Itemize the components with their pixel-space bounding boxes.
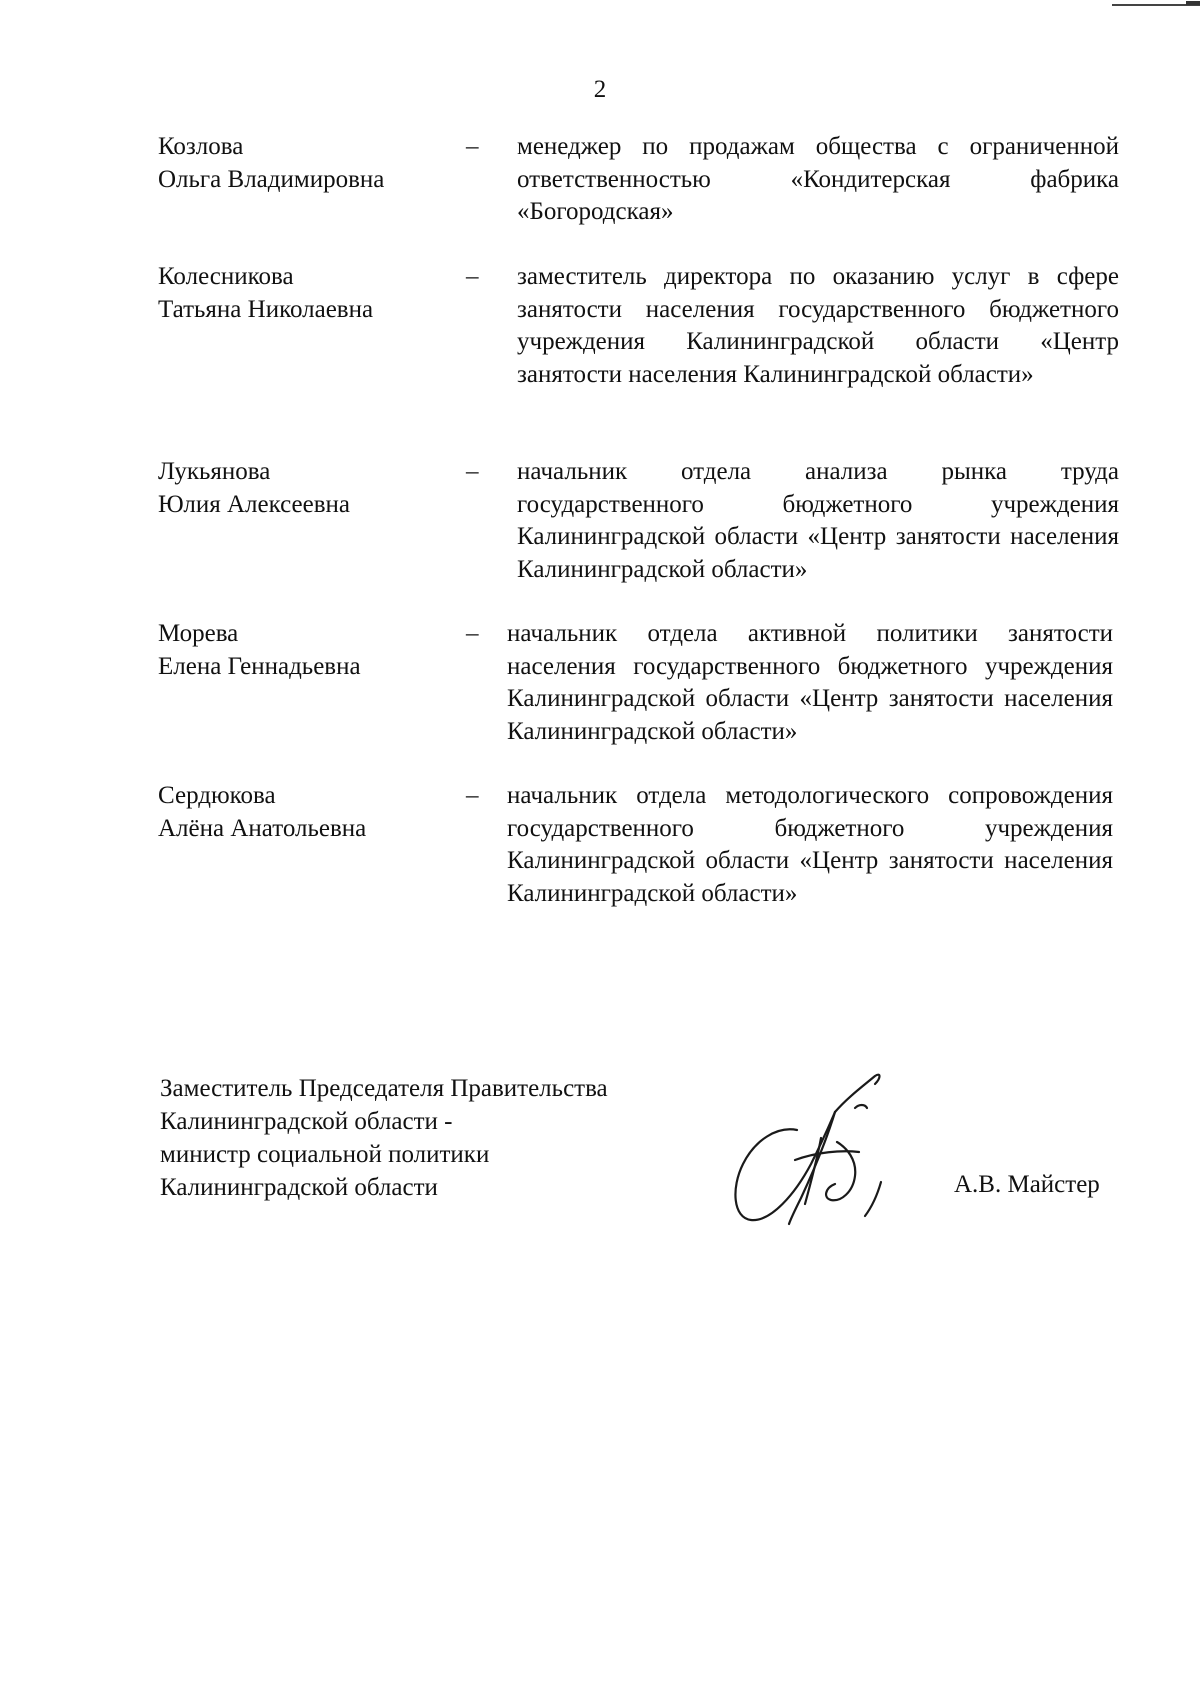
scan-edge-mark-tip [1186, 1, 1200, 5]
commission-member [0, 131, 1200, 231]
commission-member [0, 618, 1200, 750]
member-given-names: Алёна Анатольевна [158, 814, 367, 842]
member-name [158, 780, 458, 845]
member-given-names: Татьяна Николаевна [158, 295, 374, 323]
member-surname: Сердюкова [158, 782, 276, 809]
member-dash: – [466, 620, 479, 647]
member-surname: Колесникова [158, 263, 294, 290]
member-dash: – [466, 782, 479, 809]
member-name [158, 131, 458, 196]
signatory-position-line: министр социальной политики [160, 1141, 490, 1168]
member-dash: – [466, 133, 479, 160]
member-position: начальник отдела методологического сопровождения государственного бюджетного учреждения Калининградской области «Центр занятости населения Калининградской области» [507, 782, 1113, 907]
member-surname: Морева [158, 620, 239, 647]
member-given-names: Елена Геннадьевна [158, 652, 361, 680]
member-dash: – [466, 458, 479, 485]
member-name [158, 456, 458, 521]
page-number: 2 [593, 76, 607, 103]
member-given-names: Юлия Алексеевна [158, 490, 350, 518]
member-name [158, 261, 458, 326]
member-surname: Лукьянова [158, 458, 271, 485]
member-name [158, 618, 458, 683]
member-given-names: Ольга Владимировна [158, 165, 385, 193]
commission-member [0, 780, 1200, 912]
member-position: начальник отдела анализа рынка труда государственного бюджетного учреждения Калининградской области «Центр занятости населения Калининградской области» [517, 458, 1119, 583]
member-position: менеджер по продажам общества с ограниченной ответственностью «Кондитерская фабрика «Богородская» [517, 133, 1119, 225]
commission-member [0, 261, 1200, 426]
signatory-position-line: Заместитель Председателя Правительства [160, 1075, 608, 1102]
commission-member [0, 456, 1200, 588]
signatory-name: А.В. Майстер [954, 1171, 1100, 1198]
signatory-position-line: Калининградской области - [160, 1108, 453, 1135]
signatory-position-line: Калининградской области [160, 1174, 438, 1201]
member-surname: Козлова [158, 133, 244, 160]
member-position: начальник отдела активной политики занятости населения государственного бюджетного учреждения Калининградской области «Центр занятости населения Калининградской области» [507, 620, 1113, 745]
member-position: заместитель директора по оказанию услуг в сфере занятости населения государственного бюджетного учреждения Калининградской области «Центр занятости населения Калининградской области» [517, 263, 1119, 388]
member-dash: – [466, 263, 479, 290]
handwritten-signature-icon [725, 1068, 905, 1228]
signatory-position [160, 1072, 720, 1204]
